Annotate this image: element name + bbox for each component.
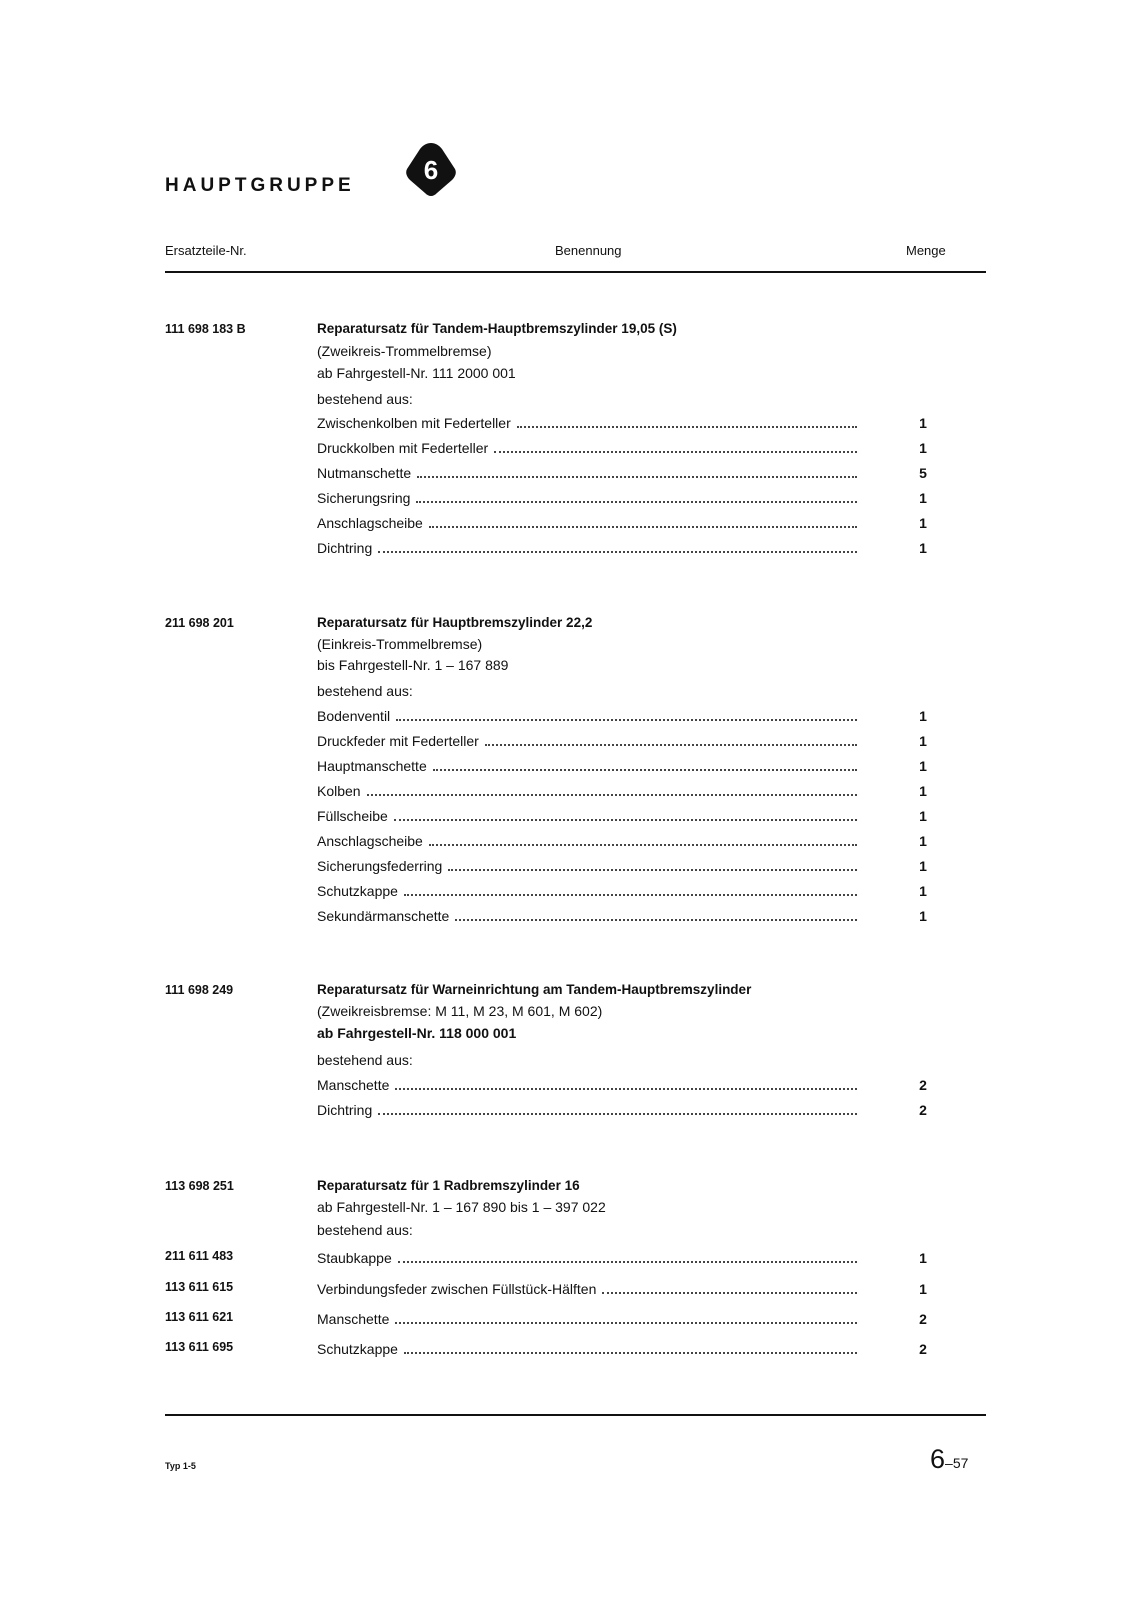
kit-detail-line: ab Fahrgestell-Nr. 1 – 167 890 bis 1 – 397 022: [317, 1199, 606, 1215]
list-item: [165, 412, 986, 434]
item-name: Sekundärmanschette: [317, 908, 450, 924]
column-header-quantity: Menge: [906, 243, 946, 258]
item-quantity: 1: [919, 758, 927, 774]
kit-title: Reparatursatz für Hauptbremszylinder 22,2: [317, 615, 593, 630]
list-item: [165, 705, 986, 727]
item-quantity: 1: [919, 490, 927, 506]
dot-leader: [378, 1113, 857, 1115]
dot-leader: [485, 744, 857, 746]
dot-leader: [429, 844, 857, 846]
item-part-number: 113 611 695: [165, 1340, 234, 1354]
item-part-number: 113 611 621: [165, 1310, 234, 1324]
item-name: Hauptmanschette: [317, 758, 427, 774]
item-name: Füllscheibe: [317, 808, 388, 824]
dot-leader: [448, 869, 857, 871]
list-item: [165, 855, 986, 877]
list-item: [165, 1099, 986, 1121]
kit-detail-line: ab Fahrgestell-Nr. 111 2000 001: [317, 365, 516, 381]
list-item: [165, 805, 986, 827]
vehicle-type: Typ 1-5: [165, 1461, 196, 1471]
item-name: Staubkappe: [317, 1250, 392, 1266]
dot-leader: [398, 1261, 857, 1263]
consisting-of-label: bestehend aus:: [317, 1052, 413, 1068]
main-group-title: HAUPTGRUPPE: [165, 175, 355, 196]
list-item: [165, 537, 986, 559]
list-item: [165, 730, 986, 752]
item-part-number: 113 611 615: [165, 1280, 234, 1294]
item-quantity: 5: [919, 465, 927, 481]
list-item: [165, 1247, 986, 1269]
item-name: Bodenventil: [317, 708, 391, 724]
item-quantity: 1: [919, 858, 927, 874]
item-name: Schutzkappe: [317, 883, 398, 899]
kit-title: Reparatursatz für Warneinrichtung am Tandem-Hauptbremszylinder: [317, 982, 752, 997]
header-divider: [165, 271, 986, 273]
list-item: [165, 1278, 986, 1300]
dot-leader: [429, 526, 857, 528]
item-name: Anschlagscheibe: [317, 515, 423, 531]
kit-part-number: 211 698 201: [165, 616, 234, 630]
item-quantity: 1: [919, 415, 927, 431]
kit-title: Reparatursatz für 1 Radbremszylinder 16: [317, 1178, 580, 1193]
group-badge-icon: [405, 141, 457, 197]
dot-leader: [455, 919, 857, 921]
item-name: Schutzkappe: [317, 1341, 398, 1357]
item-quantity: 2: [919, 1341, 927, 1357]
item-quantity: 1: [919, 833, 927, 849]
dot-leader: [394, 819, 857, 821]
dot-leader: [367, 794, 857, 796]
item-quantity: 1: [919, 540, 927, 556]
item-quantity: 1: [919, 808, 927, 824]
item-quantity: 1: [919, 1281, 927, 1297]
item-quantity: 2: [919, 1311, 927, 1327]
list-item: [165, 755, 986, 777]
consisting-of-label: bestehend aus:: [317, 391, 413, 407]
kit-part-number: 113 698 251: [165, 1179, 234, 1193]
list-item: [165, 512, 986, 534]
kit-detail-line: bis Fahrgestell-Nr. 1 – 167 889: [317, 657, 509, 673]
column-header-designation: Benennung: [555, 243, 622, 258]
kit-part-number: 111 698 249: [165, 983, 234, 997]
dot-leader: [417, 476, 857, 478]
dot-leader: [404, 894, 857, 896]
item-name: Kolben: [317, 783, 361, 799]
column-header-part-number: Ersatzteile-Nr.: [165, 243, 247, 258]
page-number-sub: –57: [945, 1455, 969, 1471]
kit-detail-line: (Zweikreis-Trommelbremse): [317, 343, 492, 359]
group-number-badge: [405, 141, 457, 197]
item-quantity: 1: [919, 708, 927, 724]
dot-leader: [404, 1352, 857, 1354]
dot-leader: [494, 451, 857, 453]
dot-leader: [378, 551, 857, 553]
list-item: [165, 1338, 986, 1360]
page-number: [930, 1444, 968, 1479]
dot-leader: [416, 501, 857, 503]
item-name: Dichtring: [317, 1102, 373, 1118]
consisting-of-label: bestehend aus:: [317, 683, 413, 699]
item-name: Manschette: [317, 1077, 390, 1093]
item-quantity: 1: [919, 440, 927, 456]
item-name: Anschlagscheibe: [317, 833, 423, 849]
item-quantity: 1: [919, 733, 927, 749]
kit-detail-line: ab Fahrgestell-Nr. 118 000 001: [317, 1025, 517, 1041]
item-quantity: 2: [919, 1077, 927, 1093]
item-quantity: 1: [919, 883, 927, 899]
list-item: [165, 880, 986, 902]
dot-leader: [517, 426, 857, 428]
item-name: Druckkolben mit Federteller: [317, 440, 489, 456]
dot-leader: [396, 719, 857, 721]
footer-divider: [165, 1414, 986, 1416]
list-item: [165, 780, 986, 802]
dot-leader: [395, 1322, 857, 1324]
kit-detail-line: (Zweikreisbremse: M 11, M 23, M 601, M 602): [317, 1003, 603, 1019]
dot-leader: [433, 769, 857, 771]
kit-detail-line: (Einkreis-Trommelbremse): [317, 636, 483, 652]
item-quantity: 1: [919, 783, 927, 799]
list-item: [165, 905, 986, 927]
item-name: Dichtring: [317, 540, 373, 556]
item-part-number: 211 611 483: [165, 1249, 234, 1263]
item-quantity: 2: [919, 1102, 927, 1118]
list-item: [165, 830, 986, 852]
item-name: Verbindungsfeder zwischen Füllstück-Hälften: [317, 1281, 597, 1297]
item-name: Druckfeder mit Federteller: [317, 733, 479, 749]
kit-title: Reparatursatz für Tandem-Hauptbremszylinder 19,05 (S): [317, 321, 677, 336]
dot-leader: [602, 1292, 857, 1294]
item-quantity: 1: [919, 515, 927, 531]
item-quantity: 1: [919, 908, 927, 924]
list-item: [165, 462, 986, 484]
group-number: 6: [423, 155, 439, 185]
item-name: Manschette: [317, 1311, 390, 1327]
list-item: [165, 437, 986, 459]
item-name: Nutmanschette: [317, 465, 412, 481]
list-item: [165, 487, 986, 509]
item-quantity: 1: [919, 1250, 927, 1266]
consisting-of-label: bestehend aus:: [317, 1222, 413, 1238]
list-item: [165, 1308, 986, 1330]
list-item: [165, 1074, 986, 1096]
item-name: Sicherungsfederring: [317, 858, 443, 874]
dot-leader: [395, 1088, 857, 1090]
page-number-main: 6: [930, 1444, 946, 1474]
kit-part-number: 111 698 183 B: [165, 322, 246, 336]
item-name: Zwischenkolben mit Federteller: [317, 415, 511, 431]
item-name: Sicherungsring: [317, 490, 411, 506]
